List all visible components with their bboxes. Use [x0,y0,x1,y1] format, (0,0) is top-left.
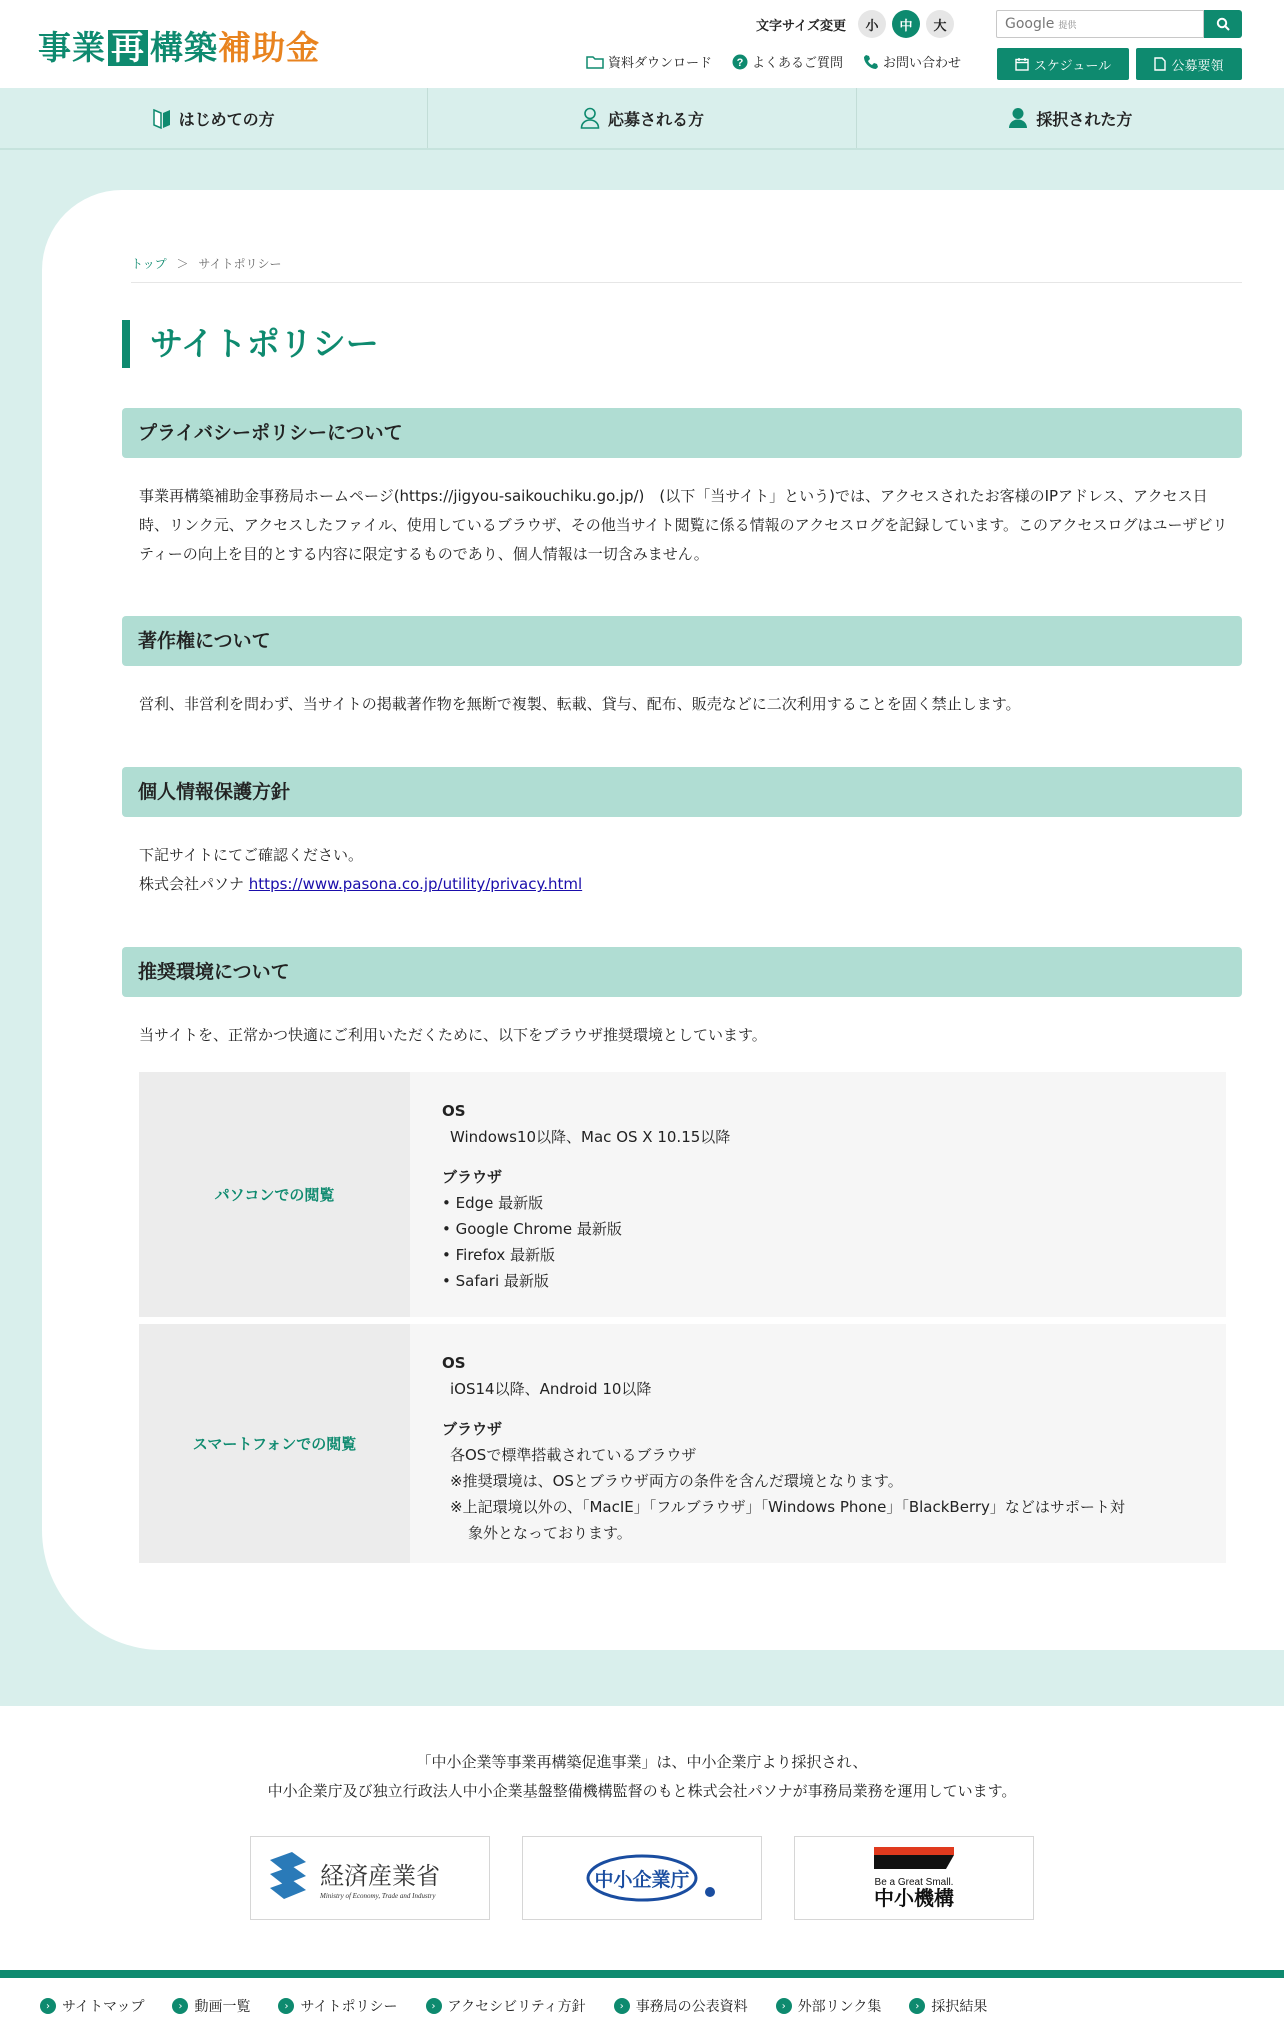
breadcrumb-separator: ＞ [176,257,189,271]
nav-first-time[interactable]: はじめての方 [0,88,428,148]
downloads-link[interactable]: 資料ダウンロード [586,52,712,71]
user-filled-icon [1008,107,1028,129]
site-search [996,10,1242,38]
search-button[interactable] [1204,10,1242,38]
chevron-right-icon: › [278,1998,294,2014]
chevron-right-icon: › [172,1998,188,2014]
nav-adopted[interactable]: 採択された方 [857,88,1284,148]
site-footer [0,1706,1284,2018]
smrj-logo [844,1843,984,1913]
env-row-pc [139,1072,1226,1317]
faq-link[interactable]: ? よくあるご質問 [732,52,843,71]
browser-list-item: • Firefox 最新版 [442,1246,556,1264]
chevron-right-icon: › [426,1998,442,2014]
svg-text:中小機構: 中小機構 [874,1886,954,1910]
user-outline-icon [580,107,600,129]
meti-logo-link[interactable] [250,1836,490,1920]
page-title: サイトポリシー [122,320,379,368]
env-sp-details: OS iOS14以降、Android 10以降 ブラウザ 各OSで標準搭載されているブラウザ ※推奨環境は、OSとブラウザ両方の条件を含んだ環境となります。 ※上記環境以外の、「MacIE」「フルブラウザ」「Windows Phone」「BlackBerry」などはサポート対 象外となっております。 [410,1324,1226,1563]
font-size-medium-button[interactable]: 中 [892,10,920,38]
browser-list-item: • Safari 最新版 [442,1272,549,1290]
footer-link-videos[interactable]: › 動画一覧 [172,1996,250,2016]
beginner-mark-icon [153,107,171,129]
document-icon [1154,57,1166,71]
chevron-right-icon: › [614,1998,630,2014]
browser-list-item: • Edge 最新版 [442,1194,544,1212]
footer-link-site-policy[interactable]: › サイトポリシー [278,1996,397,2016]
personal-info-text: 下記サイトにてご確認ください。 株式会社パソナ https://www.pasona.co.jp/utility/privacy.html [139,846,583,893]
meti-logo [258,1848,482,1908]
env-pc-label: パソコンでの閲覧 [139,1072,410,1317]
footer-divider [0,1970,1284,1978]
env-pc-details: OS Windows10以降、Mac OS X 10.15以降 ブラウザ • Edge 最新版 • Google Chrome 最新版 • Firefox 最新版 • Safari 最新版 [410,1072,1226,1317]
svg-text:中小企業庁: 中小企業庁 [594,1869,690,1891]
schedule-button[interactable]: スケジュール [997,48,1129,80]
svg-text:経済産業省: 経済産業省 [320,1862,440,1890]
svg-text:?: ? [736,56,744,69]
font-size-switcher [756,10,954,38]
font-size-large-button[interactable]: 大 [926,10,954,38]
phone-icon [863,54,879,70]
footer-description: 「中小企業等事業再構築促進事業」は、中小企業庁より採択され、 中小企業庁及び独立行政法人中小企業基盤整備機構監督のもと株式会社パソナが事務局業務を運用しています。 [267,1753,1017,1800]
chevron-right-icon: › [909,1998,925,2014]
privacy-heading: プライバシーポリシーについて [122,408,1242,458]
environment-intro: 当サイトを、正常かつ快適にご利用いただくために、以下をブラウザ推奨環境としています。 [139,1026,767,1044]
environment-heading: 推奨環境について [122,947,1242,997]
folder-icon [586,55,604,69]
env-sp-label: スマートフォンでの閲覧 [139,1324,410,1563]
copyright-text: 営利、非営利を問わず、当サイトの掲載著作物を無断で複製、転載、貸与、配布、販売などに二次利用することを固く禁止します。 [139,695,1021,713]
breadcrumb [131,255,1242,283]
search-input[interactable]: Google 提供 [996,10,1204,38]
breadcrumb-home-link[interactable]: トップ [131,257,167,271]
chevron-right-icon: › [40,1998,56,2014]
site-header [0,0,1284,88]
footer-link-sitemap[interactable]: › サイトマップ [40,1996,144,2016]
chevron-right-icon: › [776,1998,792,2014]
calendar-icon [1015,57,1029,71]
site-logo[interactable]: 事業 再 構築補助金 [38,28,320,67]
guidelines-button[interactable]: 公募要領 [1136,48,1242,80]
question-icon [732,54,748,70]
global-nav [0,88,1284,150]
copyright-heading: 著作権について [122,616,1242,666]
breadcrumb-current: サイトポリシー [198,257,282,271]
chusho-logo-link[interactable] [522,1836,762,1920]
nav-applicants[interactable]: 応募される方 [428,88,856,148]
svg-text:Be a Great Small.: Be a Great Small. [874,1877,954,1888]
smrj-logo-link[interactable] [794,1836,1034,1920]
header-links [586,52,961,71]
contact-link[interactable]: お問い合わせ [863,52,961,71]
footer-links [40,1996,987,2016]
svg-text:Ministry of Economy, Trade and: Ministry of Economy, Trade and Industry [320,1892,436,1900]
privacy-text: 事業再構築補助金事務局ホームページ(https://jigyou-saikouchiku.go.jp/) (以下「当サイト」という)では、アクセスされたお客様のIPアドレス、アクセス日時、リンク元、アクセスしたファイル、使用しているブラウザ、その他当サイト閲覧に係る情報のアクセスログを記録しています。このアクセスログはユーザビリティーの向上を目的とする内容に限定するものであり、個人情報は一切含みません。 [139,487,1228,563]
pasona-privacy-link[interactable]: https://www.pasona.co.jp/utility/privacy.html [248,875,583,893]
search-icon [1216,17,1230,31]
footer-link-public-docs[interactable]: › 事務局の公表資料 [614,1996,748,2016]
footer-link-accessibility[interactable]: › アクセシビリティ方針 [426,1996,586,2016]
footer-link-results[interactable]: › 採択結果 [909,1996,987,2016]
chusho-logo [542,1848,742,1908]
footer-link-external[interactable]: › 外部リンク集 [776,1996,882,2016]
env-row-smartphone [139,1324,1226,1563]
personal-info-heading: 個人情報保護方針 [122,767,1242,817]
browser-list-item: • Google Chrome 最新版 [442,1220,622,1238]
font-size-small-button[interactable]: 小 [858,10,886,38]
font-size-label: 文字サイズ変更 [756,18,846,34]
